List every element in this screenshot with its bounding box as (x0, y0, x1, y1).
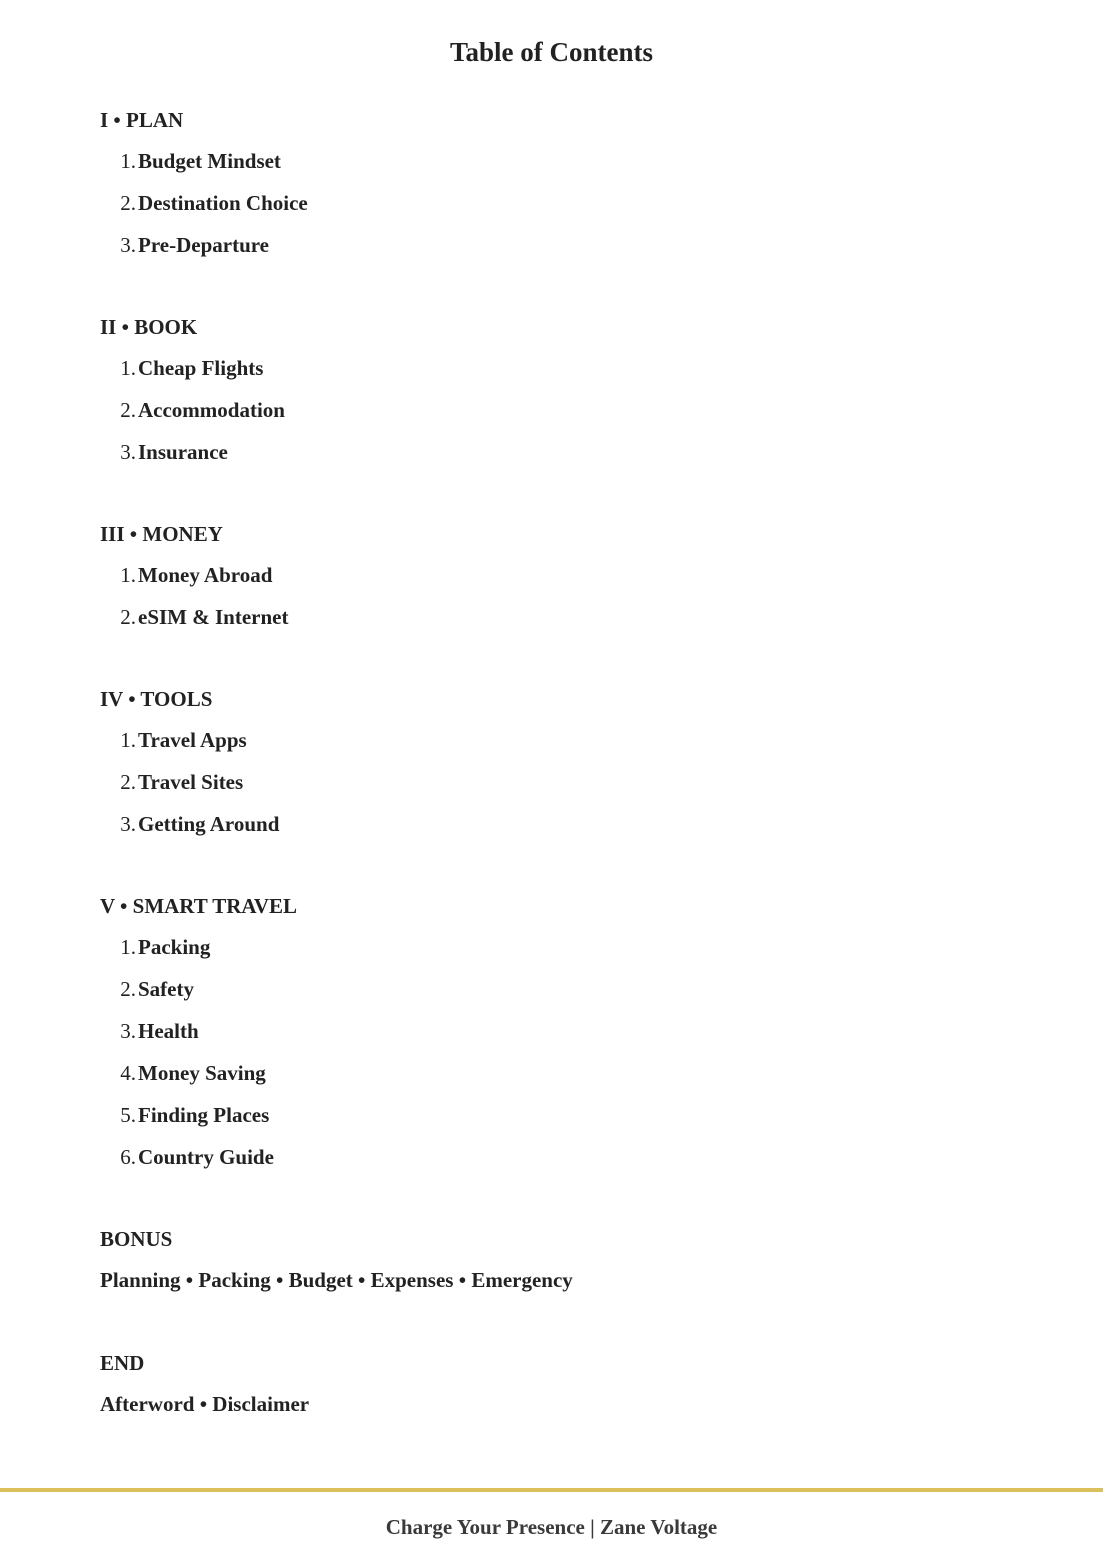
toc-item[interactable] (100, 229, 1000, 271)
item-label: Travel Apps (138, 728, 247, 752)
item-number: 3. (120, 233, 136, 257)
item-number: 3. (120, 812, 136, 836)
section-item-list (100, 724, 1000, 850)
table-of-contents (100, 104, 1000, 1420)
footer-text: Charge Your Presence | Zane Voltage (385, 1515, 718, 1539)
section-spacer (100, 271, 1000, 311)
toc-item[interactable] (100, 436, 1000, 478)
toc-item[interactable] (100, 187, 1000, 229)
section-heading: II • BOOK (100, 315, 198, 339)
section-heading: V • SMART TRAVEL (100, 894, 298, 918)
toc-section-plan (100, 104, 1000, 271)
item-label: Country Guide (138, 1145, 274, 1169)
item-label: Travel Sites (138, 770, 244, 794)
section-spacer (100, 1296, 1000, 1347)
section-spacer (100, 478, 1000, 518)
item-label: Getting Around (138, 812, 280, 836)
toc-section-tools (100, 683, 1000, 850)
item-label: Accommodation (138, 398, 285, 422)
item-number: 2. (120, 605, 136, 629)
item-label: Budget Mindset (138, 149, 281, 173)
toc-section-book (100, 311, 1000, 478)
item-number: 1. (120, 149, 136, 173)
bonus-contents[interactable]: Planning • Packing • Budget • Expenses • Emergency (100, 1268, 573, 1292)
section-heading: I • PLAN (100, 108, 184, 132)
item-number: 2. (120, 770, 136, 794)
toc-item[interactable] (100, 1099, 1000, 1141)
item-number: 3. (120, 1019, 136, 1043)
bonus-heading: BONUS (100, 1227, 173, 1251)
end-heading: END (100, 1351, 145, 1375)
footer-divider (0, 1488, 1103, 1492)
item-number: 4. (120, 1061, 136, 1085)
section-item-list (100, 559, 1000, 643)
item-label: Money Saving (138, 1061, 266, 1085)
item-number: 1. (120, 563, 136, 587)
item-number: 3. (120, 440, 136, 464)
toc-item[interactable] (100, 559, 1000, 601)
page-title: Table of Contents (449, 37, 654, 67)
section-heading: IV • TOOLS (100, 687, 213, 711)
item-number: 1. (120, 356, 136, 380)
toc-item[interactable] (100, 145, 1000, 187)
toc-item[interactable] (100, 1057, 1000, 1099)
toc-item[interactable] (100, 766, 1000, 808)
section-spacer (100, 850, 1000, 890)
item-label: Finding Places (138, 1103, 270, 1127)
toc-item[interactable] (100, 601, 1000, 643)
item-number: 2. (120, 398, 136, 422)
toc-section-end (100, 1347, 1000, 1420)
section-spacer (100, 643, 1000, 683)
item-number: 5. (120, 1103, 136, 1127)
toc-section-bonus (100, 1223, 1000, 1296)
item-number: 1. (120, 935, 136, 959)
section-heading: III • MONEY (100, 522, 223, 546)
toc-item[interactable] (100, 352, 1000, 394)
toc-item[interactable] (100, 1141, 1000, 1183)
item-label: eSIM & Internet (138, 605, 289, 629)
toc-section-money (100, 518, 1000, 643)
toc-item[interactable] (100, 1015, 1000, 1057)
toc-item[interactable] (100, 973, 1000, 1015)
section-spacer (100, 1183, 1000, 1223)
toc-section-smart-travel (100, 890, 1000, 1183)
item-label: Health (138, 1019, 199, 1043)
toc-item[interactable] (100, 931, 1000, 973)
item-label: Destination Choice (138, 191, 308, 215)
section-item-list (100, 145, 1000, 271)
toc-item[interactable] (100, 808, 1000, 850)
item-number: 1. (120, 728, 136, 752)
item-label: Pre-Departure (138, 233, 270, 257)
toc-item[interactable] (100, 724, 1000, 766)
item-label: Safety (138, 977, 194, 1001)
item-label: Insurance (138, 440, 228, 464)
toc-item[interactable] (100, 394, 1000, 436)
item-label: Cheap Flights (138, 356, 264, 380)
section-item-list (100, 352, 1000, 478)
item-number: 2. (120, 191, 136, 215)
end-contents[interactable]: Afterword • Disclaimer (100, 1392, 310, 1416)
item-number: 6. (120, 1145, 136, 1169)
item-label: Money Abroad (138, 563, 273, 587)
section-item-list (100, 931, 1000, 1183)
item-number: 2. (120, 977, 136, 1001)
item-label: Packing (138, 935, 211, 959)
